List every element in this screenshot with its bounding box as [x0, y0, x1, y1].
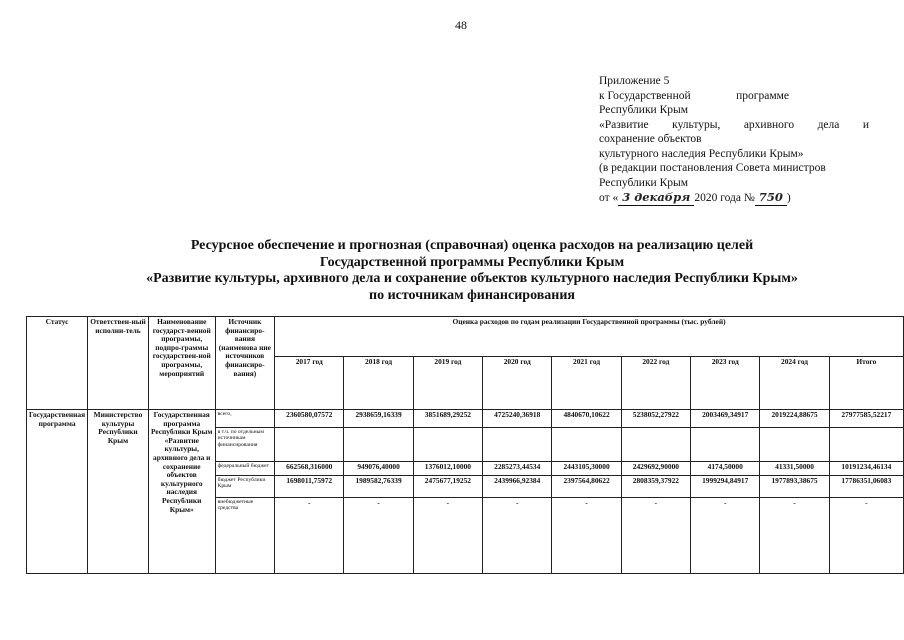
appendix-line — [599, 118, 869, 133]
cell-value: - — [552, 498, 621, 574]
header-year: 2024 год — [760, 357, 829, 410]
cell-value: 1999294,84917 — [691, 476, 760, 498]
cell-value: 2360580,07572 — [275, 410, 344, 428]
cell-value: 1977893,38675 — [760, 476, 829, 498]
cell-program: Государственная программа Республики Крым «Развитие культуры, архивного дела и сохранение объектов культурного наследия Республики Крым» — [148, 410, 215, 574]
sign-prefix: от « — [599, 192, 619, 204]
cell-value: 2938659,16339 — [344, 410, 413, 428]
cell-value — [552, 428, 621, 462]
sign-suffix: ) — [786, 192, 791, 204]
cell-total: 27977585,52217 — [829, 410, 903, 428]
appendix-line-right: программе — [736, 89, 789, 102]
header-year: 2017 год — [275, 357, 344, 410]
appendix-word: «Развитие — [599, 118, 649, 131]
cell-status: Государственная программа — [27, 410, 88, 574]
cell-value: 4174,50000 — [691, 462, 760, 476]
cell-value — [621, 428, 690, 462]
handwritten-number: 750 — [755, 190, 787, 206]
signature-date-line — [599, 190, 869, 206]
appendix-word: дела — [817, 118, 840, 131]
header-status: Статус — [27, 317, 88, 410]
header-year: 2018 год — [344, 357, 413, 410]
cell-value: 2475677,19252 — [413, 476, 482, 498]
cell-value: 2019224,88675 — [760, 410, 829, 428]
header-year: 2023 год — [691, 357, 760, 410]
cell-value — [691, 428, 760, 462]
cell-value: 3851689,29252 — [413, 410, 482, 428]
title-line: «Развитие культуры, архивного дела и сохранение объектов культурного наследия Республики Крым» — [146, 271, 798, 286]
cell-value: 2443105,30000 — [552, 462, 621, 476]
appendix-line: Республики Крым — [599, 104, 688, 116]
handwritten-date: 3 декабря — [618, 190, 694, 206]
cell-value: 2429692,90000 — [621, 462, 690, 476]
header-year: 2019 год — [413, 357, 482, 410]
table-row — [27, 410, 904, 428]
title-line: Государственной программы Республики Крым — [319, 254, 625, 270]
cell-value: 4725240,36918 — [483, 410, 552, 428]
header-year: 2022 год — [621, 357, 690, 410]
header-total: Итого — [829, 357, 903, 410]
header-source: Источник финансиро-вания (наименова ние источников финансиро-вания) — [215, 317, 274, 410]
cell-value: 2808359,37922 — [621, 476, 690, 498]
cell-value: - — [760, 498, 829, 574]
appendix-word: и — [862, 118, 869, 131]
title-line: Ресурсное обеспечение и прогнозная (справочная) оценка расходов на реализацию целей — [190, 238, 754, 253]
financing-table — [26, 316, 904, 574]
cell-value — [413, 428, 482, 462]
document-title — [80, 238, 864, 304]
appendix-line: культурного наследия Республики Крым» — [599, 147, 804, 160]
cell-source: всего, — [215, 410, 274, 428]
appendix-line-left: к Государственной — [599, 89, 691, 102]
cell-value: 41331,50000 — [760, 462, 829, 476]
cell-total: - — [829, 498, 903, 574]
appendix-block — [599, 74, 869, 206]
cell-value: 2285273,44534 — [483, 462, 552, 476]
appendix-line — [599, 89, 789, 104]
header-name: Наименование государст-венной программы, подпро-граммы государствен-ной программы, мероприятий — [148, 317, 215, 410]
header-year: 2020 год — [483, 357, 552, 410]
cell-value: - — [483, 498, 552, 574]
cell-value: - — [691, 498, 760, 574]
cell-total — [829, 428, 903, 462]
cell-source: федеральный бюджет — [215, 462, 274, 476]
cell-value: 4840670,10622 — [552, 410, 621, 428]
cell-value: 949076,40000 — [344, 462, 413, 476]
appendix-line: Республики Крым — [599, 176, 688, 189]
cell-value: 1989582,76339 — [344, 476, 413, 498]
appendix-line: Приложение 5 — [599, 75, 670, 87]
cell-executor: Министерство культуры Республики Крым — [88, 410, 149, 574]
appendix-line: сохранение объектов — [599, 133, 702, 145]
cell-value: 2397564,80622 — [552, 476, 621, 498]
cell-value: 662568,316000 — [275, 462, 344, 476]
header-year: 2021 год — [552, 357, 621, 410]
header-estimate: Оценка расходов по годам реализации Государственной программы (тыс. рублей) — [275, 317, 904, 357]
appendix-line: (в редакции постановления Совета министров — [599, 162, 826, 174]
cell-value: 2003469,34917 — [691, 410, 760, 428]
cell-value: - — [413, 498, 482, 574]
cell-value: - — [344, 498, 413, 574]
sign-mid: 2020 года № — [694, 192, 755, 204]
cell-value: 1376012,10000 — [413, 462, 482, 476]
cell-source: в т.ч. по отдельным источникам финансирования — [215, 428, 274, 462]
cell-value — [760, 428, 829, 462]
cell-value: 2439966,92384 — [483, 476, 552, 498]
cell-source: бюджет Республики Крым — [215, 476, 274, 498]
cell-value — [483, 428, 552, 462]
cell-total: 10191234,46134 — [829, 462, 903, 476]
appendix-word: архивного — [743, 118, 795, 131]
cell-value: 1698011,75972 — [275, 476, 344, 498]
cell-value — [275, 428, 344, 462]
cell-value: 5238052,27922 — [621, 410, 690, 428]
cell-value — [344, 428, 413, 462]
title-line: по источникам финансирования — [369, 287, 575, 303]
appendix-word: культуры, — [672, 118, 721, 131]
cell-total: 17786351,06083 — [829, 476, 903, 498]
cell-value: - — [621, 498, 690, 574]
page-number: 48 — [455, 18, 467, 32]
cell-value: - — [275, 498, 344, 574]
cell-source: внебюджетные средства — [215, 498, 274, 574]
header-executor: Ответствен-ный исполни-тель — [88, 317, 149, 410]
